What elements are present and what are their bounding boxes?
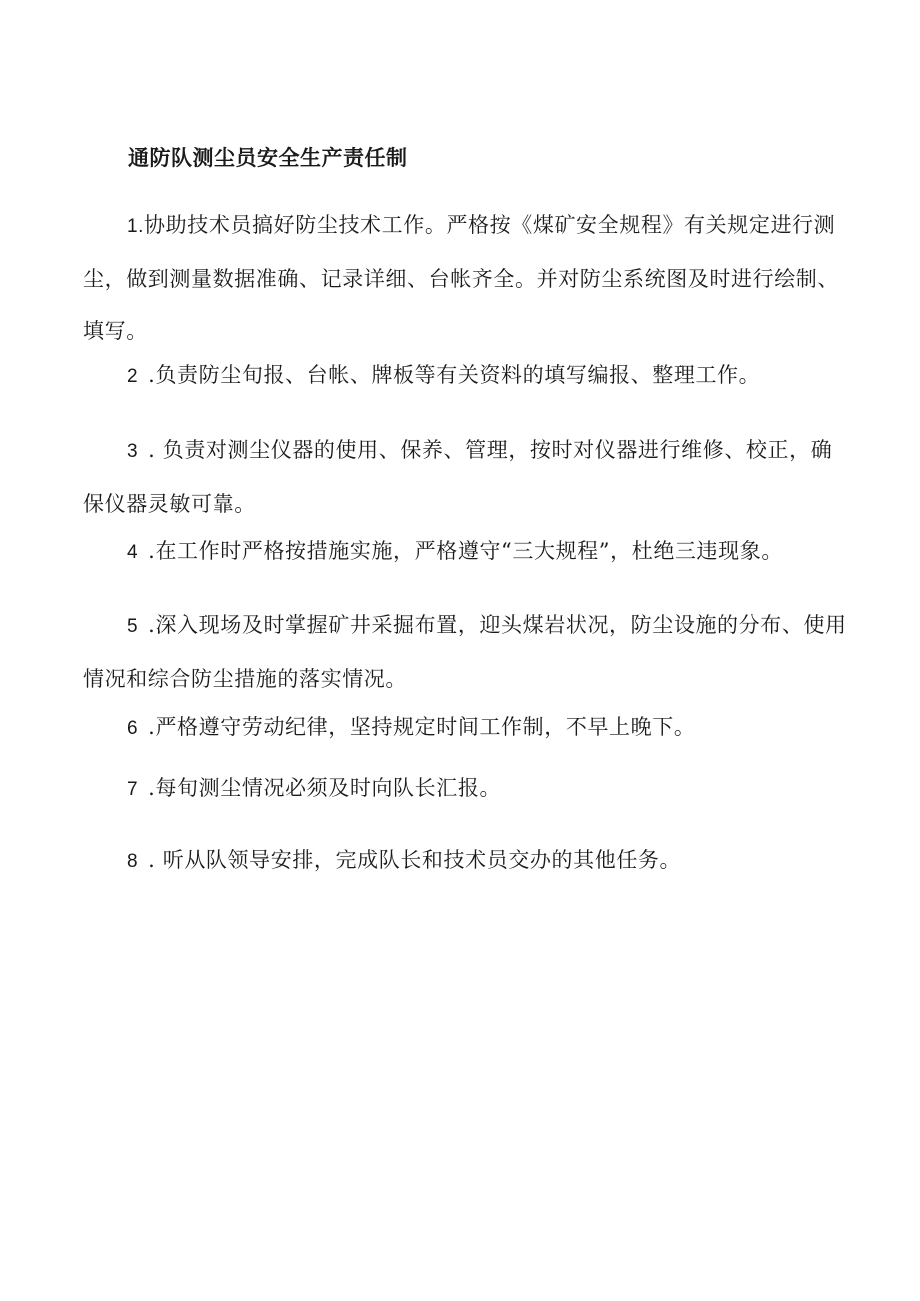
document-title: 通防队测尘员安全生产责任制 [128,146,408,170]
clause-number: 4 [127,542,139,563]
clause-text: . 听从队领导安排，完成队长和技术员交办的其他任务。 [148,848,682,872]
clause-4 [83,525,853,579]
clause-number: 6 [127,718,139,739]
clause-text: .深入现场及时掌握矿井采掘布置，迎头煤岩状况，防尘设施的分布、使用情况和综合防尘措施的落实情况。 [83,613,847,691]
clause-number: 7 [127,779,139,800]
clause-7 [83,762,853,816]
clause-2 [83,349,853,403]
clause-3 [83,424,853,530]
clause-6 [83,701,853,755]
clause-number: 5 [127,616,139,637]
clause-number: 2 [127,366,139,387]
clause-1 [83,199,853,357]
clause-text: .每旬测尘情况必须及时向队长汇报。 [148,776,502,800]
clause-number: 3 [127,441,139,462]
clause-8 [83,834,853,888]
clause-text: .严格遵守劳动纪律，坚持规定时间工作制，不早上晚下。 [148,715,696,739]
clause-text: .在工作时严格按措施实施，严格遵守“三大规程”，杜绝三违现象。 [148,539,783,563]
clause-5 [83,599,853,705]
clause-text: 协助技术员搞好防尘技术工作。严格按《煤矿安全规程》有关规定进行测尘，做到测量数据准确、记录详细、台帐齐全。并对防尘系统图及时进行绘制、填写。 [83,213,839,343]
clause-number: 8 [127,851,139,872]
clause-text: .负责防尘旬报、台帐、牌板等有关资料的填写编报、整理工作。 [148,363,761,387]
clause-number: 1. [127,216,145,237]
clause-text: . 负责对测尘仪器的使用、保养、管理，按时对仪器进行维修、校正，确保仪器灵敏可靠。 [83,438,833,516]
